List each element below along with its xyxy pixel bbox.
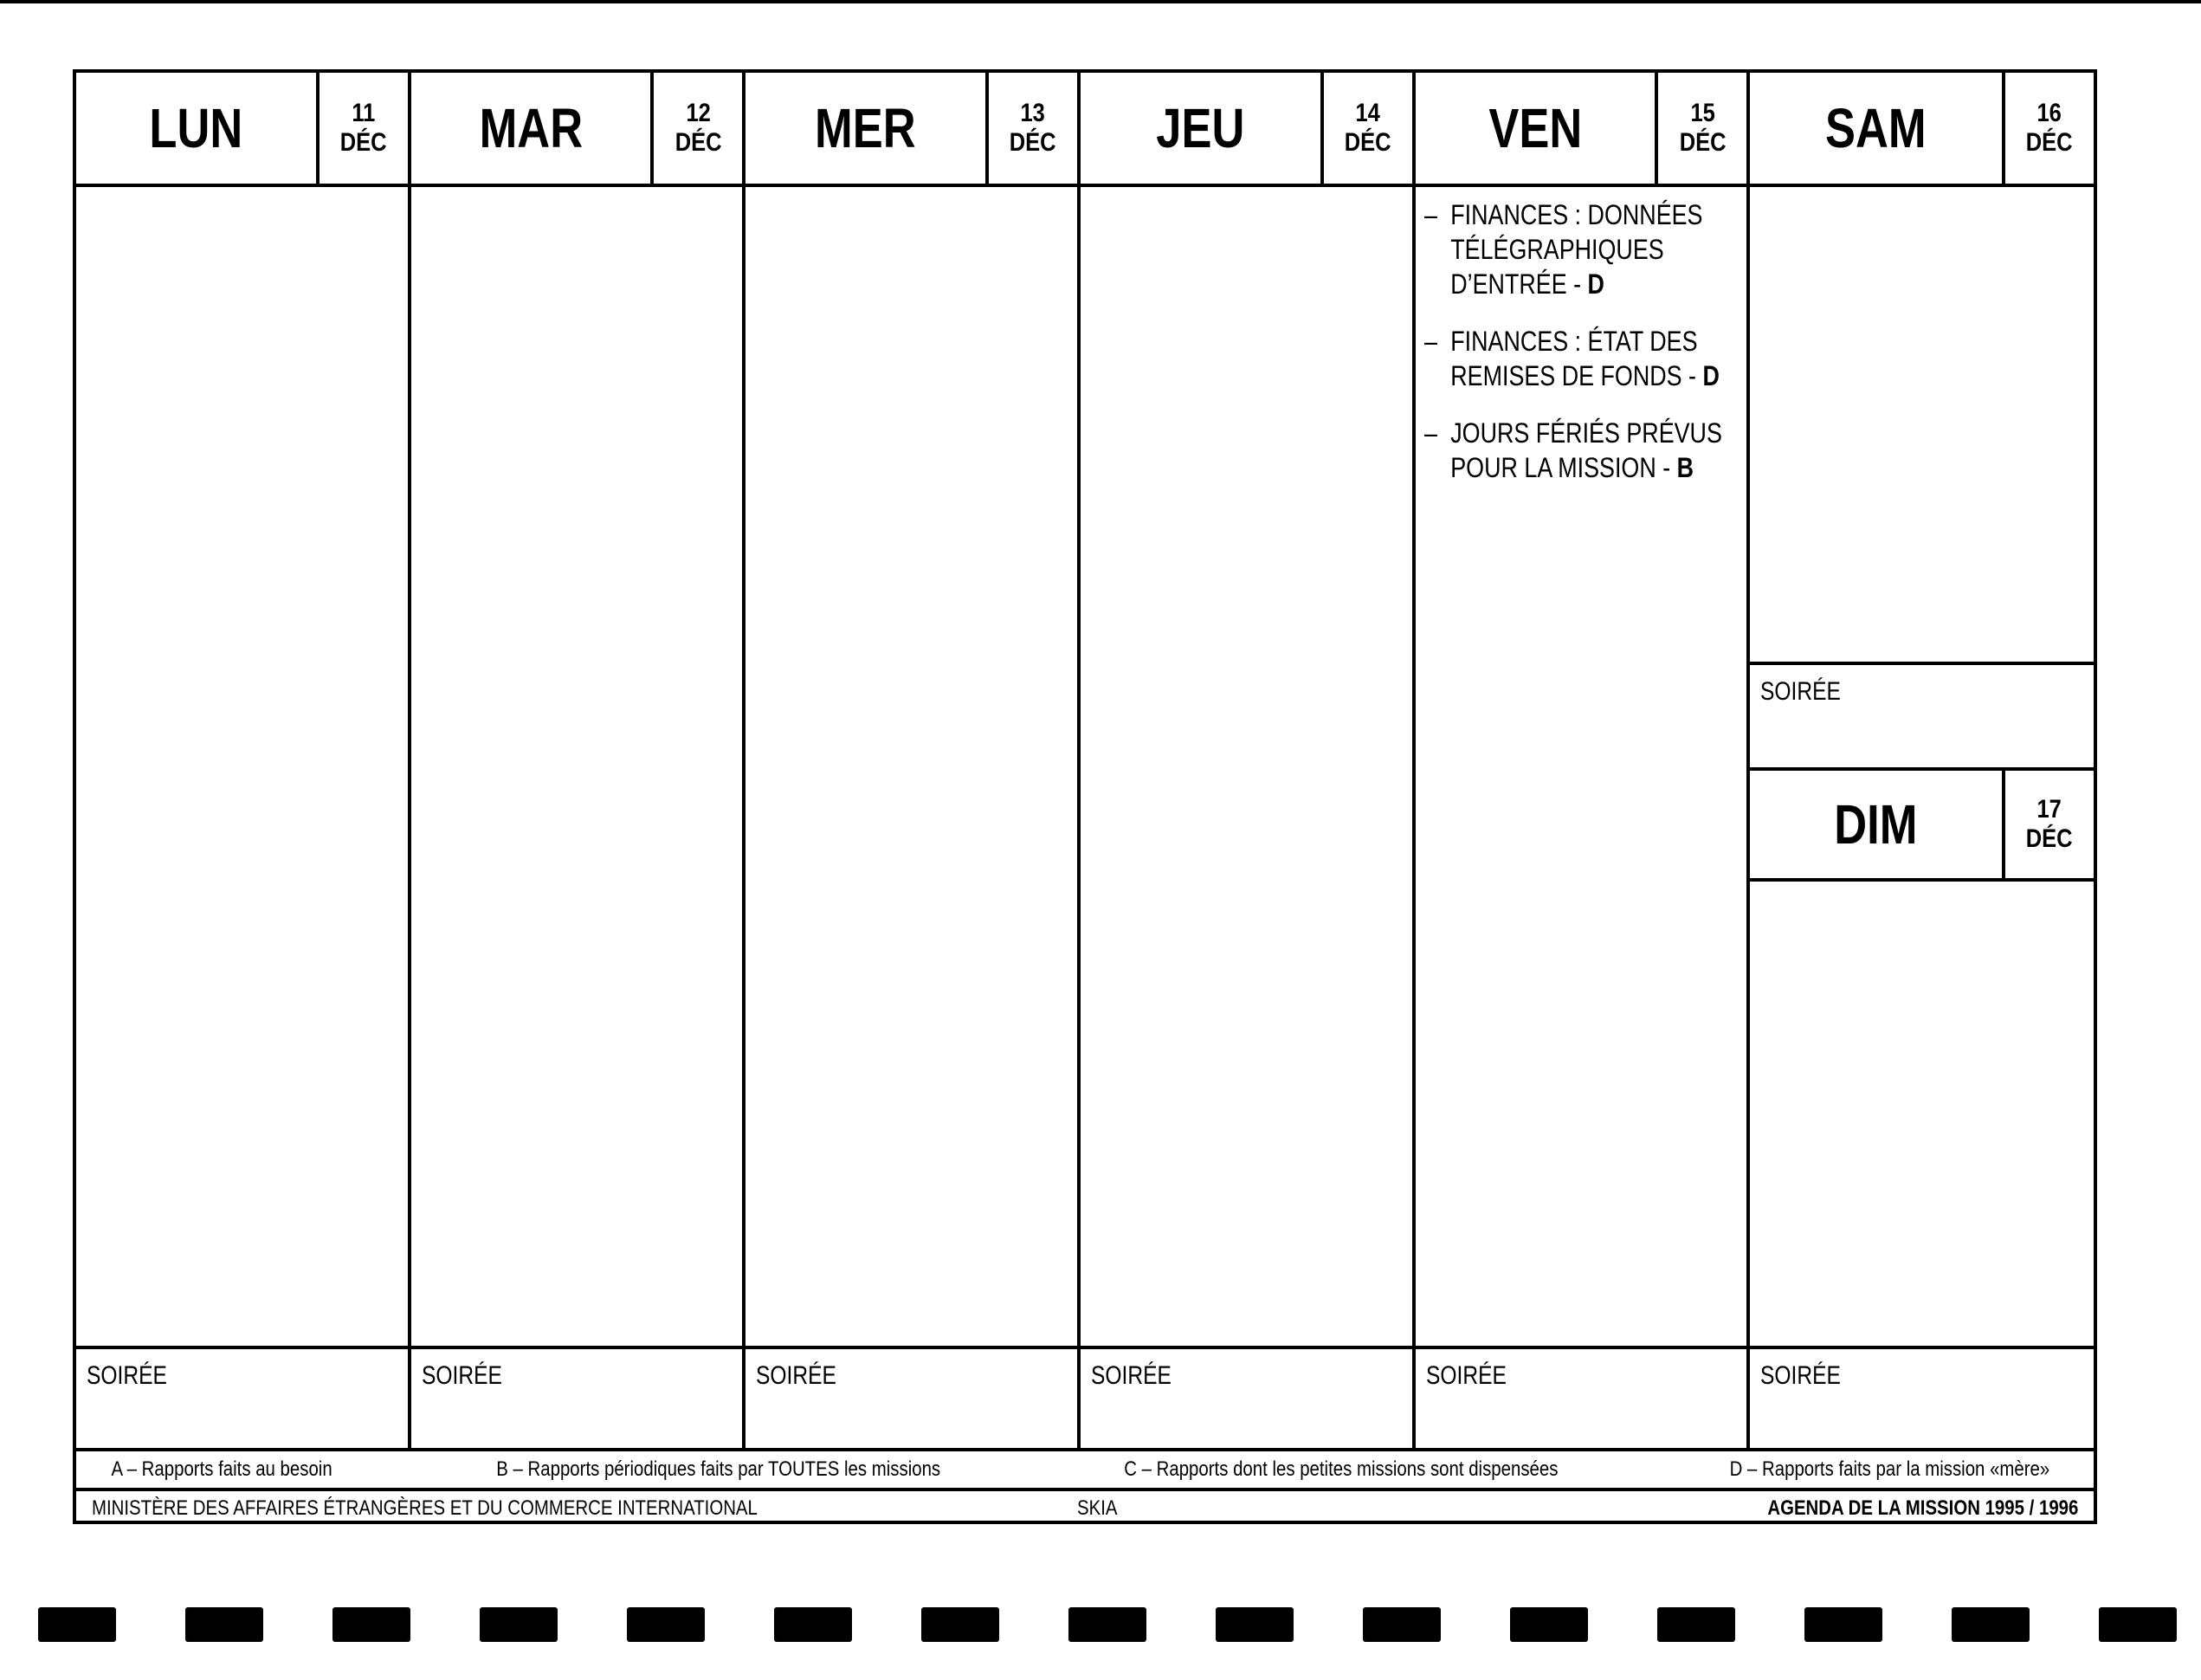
agenda-title: AGENDA DE LA MISSION 1995 / 1996 [1766,1496,2078,1520]
day-notes-area[interactable] [76,187,408,1346]
legend-d: D – Rapports faits par la mission «mère» [1729,1457,2050,1481]
legend-row [76,1448,2094,1488]
perforation-mark [1952,1607,2030,1642]
perforation-mark [1657,1607,1735,1642]
date-month: DÉC [339,128,387,157]
date-number: 17 [2036,795,2062,824]
day-column-lun [76,73,411,1448]
day-date [1320,73,1412,184]
soiree-label: SOIRÉE [421,1361,502,1390]
dash-bullet: – [1423,326,1437,357]
soiree-label: SOIRÉE [87,1361,167,1390]
note-text [1450,197,1732,301]
report-note [1424,197,1733,301]
date-month: DÉC [1344,128,1391,157]
day-column-ven [1416,73,1751,1448]
date-month: DÉC [1010,128,1056,157]
perforation-mark [480,1607,558,1642]
soiree-label: SOIRÉE [1760,1361,1842,1390]
form-code: SKIA [1077,1496,1118,1520]
day-notes-area[interactable] [411,187,743,1346]
soiree-box[interactable] [1081,1346,1412,1448]
perforation-mark [774,1607,852,1642]
perforation-mark [38,1607,116,1642]
soiree-label: SOIRÉE [756,1361,837,1390]
dash-bullet: – [1423,417,1437,449]
note-label: JOURS FÉRIÉS PRÉVUS POUR LA MISSION - [1449,417,1722,483]
date-number: 15 [1690,99,1715,127]
days-row [76,73,2094,1448]
perforation-mark [921,1607,999,1642]
day-header [1750,767,2094,882]
date-number: 12 [686,99,711,127]
day-date [650,73,742,184]
day-name: JEU [1156,97,1245,159]
note-code: D [1587,268,1604,300]
soiree-box[interactable] [411,1346,743,1448]
day-date [316,73,408,184]
day-date [985,73,1077,184]
note-label: FINANCES : ÉTAT DES REMISES DE FONDS - [1449,326,1703,391]
day-name: MAR [479,97,583,159]
soiree-label: SOIRÉE [1425,1361,1507,1390]
day-header [1750,73,2094,187]
day-notes-area[interactable] [1081,187,1412,1346]
day-notes-area[interactable] [1750,882,2094,1346]
perforation-mark [1363,1607,1441,1642]
soiree-box[interactable] [76,1346,408,1448]
perforation-strip [0,1607,2201,1651]
date-number: 14 [1355,99,1380,127]
day-date [1655,73,1746,184]
note-label: FINANCES : DONNÉES TÉLÉGRAPHIQUES D’ENTRÉE - [1449,199,1703,300]
day-date [2002,73,2094,184]
dash-bullet: – [1423,199,1437,230]
day-column-mar [411,73,746,1448]
perforation-mark [1804,1607,1882,1642]
perforation-mark [332,1607,410,1642]
report-notes [1424,197,1735,507]
soiree-label: SOIRÉE [1091,1361,1172,1390]
date-number: 11 [352,99,376,127]
day-column-mer [746,73,1081,1448]
note-code: B [1676,452,1694,483]
date-month: DÉC [674,128,722,157]
ministry-name: MINISTÈRE DES AFFAIRES ÉTRANGÈRES ET DU COMMERCE INTERNATIONAL [92,1496,758,1520]
perforation-mark [627,1607,705,1642]
note-code: D [1702,360,1720,391]
perforation-mark [185,1607,263,1642]
perforation-mark [2099,1607,2177,1642]
footer-row [76,1488,2094,1521]
date-number: 13 [1020,99,1046,127]
perforation-mark [1068,1607,1146,1642]
perforation-mark [1216,1607,1294,1642]
soiree-label: SOIRÉE [1760,677,1842,706]
top-rule [0,0,2201,3]
date-month: DÉC [2026,824,2073,853]
day-notes-area[interactable] [1750,187,2094,662]
weekly-agenda [73,69,2097,1524]
day-name: DIM [1834,793,1918,856]
soiree-box[interactable] [1750,1346,2094,1448]
day-name: LUN [149,97,243,159]
day-header [1416,73,1747,187]
day-name: SAM [1825,97,1927,159]
day-date [2002,771,2094,878]
day-name: MER [815,97,916,159]
day-column-jeu [1081,73,1416,1448]
report-note [1424,324,1733,393]
day-header [746,73,1077,187]
legend-b: B – Rapports périodiques faits par TOUTES les missions [496,1457,941,1481]
day-header [1081,73,1412,187]
day-header [76,73,408,187]
date-month: DÉC [2026,128,2073,157]
day-notes-area[interactable] [1416,187,1747,1346]
day-header [411,73,743,187]
note-text [1450,416,1732,485]
legend-a: A – Rapports faits au besoin [111,1457,332,1481]
soiree-box[interactable] [746,1346,1077,1448]
soiree-box[interactable] [1750,662,2094,767]
date-month: DÉC [1679,128,1727,157]
report-note [1424,416,1733,485]
soiree-box[interactable] [1416,1346,1747,1448]
day-notes-area[interactable] [746,187,1077,1346]
day-name: VEN [1488,97,1582,159]
note-text [1450,324,1732,393]
perforation-mark [1510,1607,1588,1642]
legend-c: C – Rapports dont les petites missions sont dispensées [1123,1457,1558,1481]
day-column-weekend [1750,73,2094,1448]
date-number: 16 [2036,99,2062,127]
